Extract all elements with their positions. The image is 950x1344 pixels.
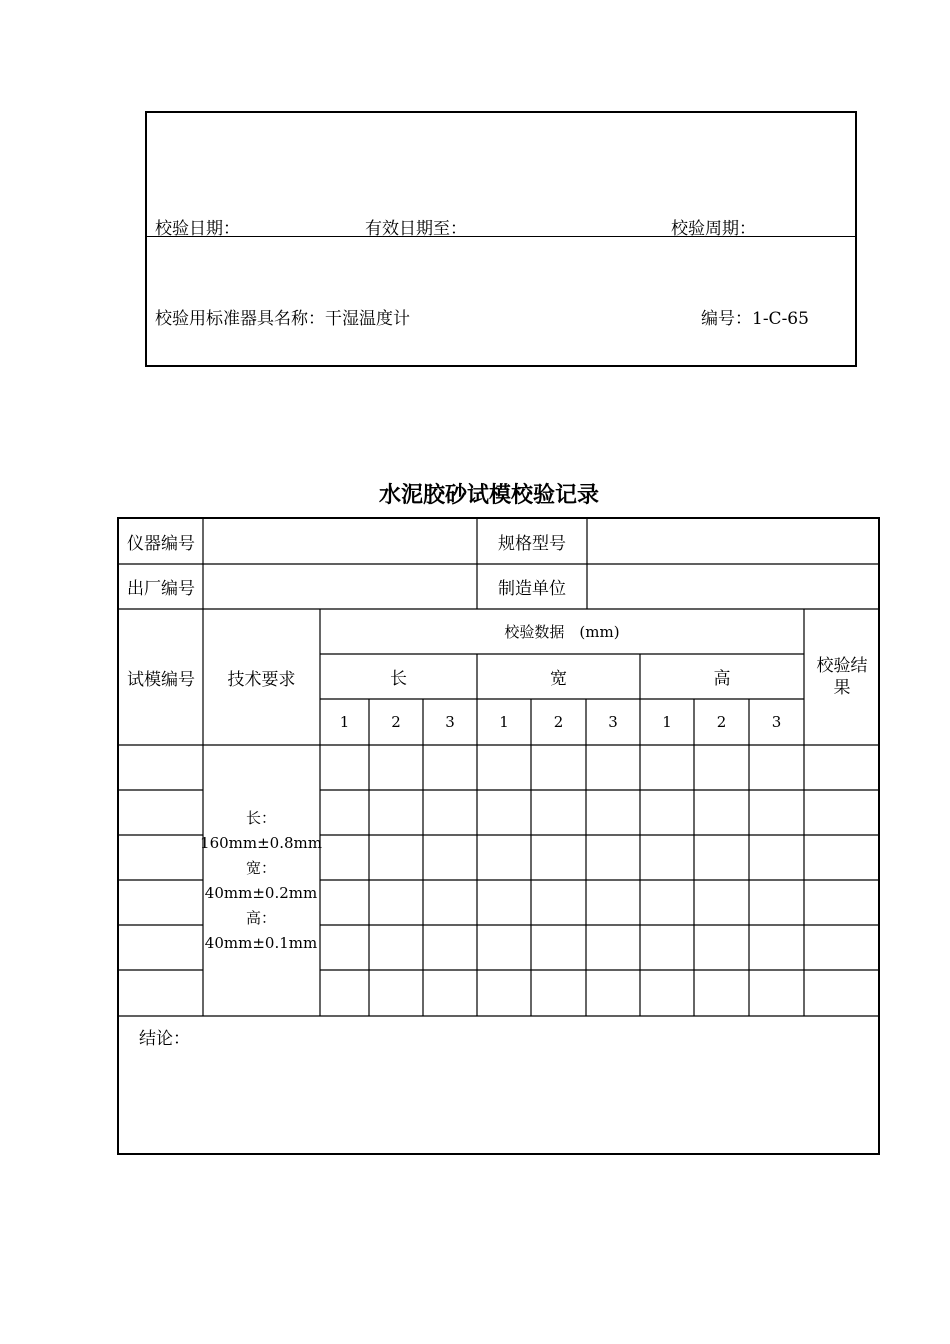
sub-column-header: 3 <box>771 713 782 731</box>
req-width-label: 宽： <box>245 859 276 877</box>
req-length-value: 160mm±0.8mm <box>200 834 322 852</box>
sub-column-header: 2 <box>553 713 564 731</box>
instrument-no-label: 仪器编号 <box>127 534 195 554</box>
standard-instrument-label: 校验用标准器具名称：干湿温度计 <box>155 309 410 329</box>
dimension-header: 长 <box>390 669 407 689</box>
result-header <box>804 609 880 745</box>
sub-column-header: 3 <box>608 713 618 731</box>
sub-column-header: 1 <box>662 713 672 731</box>
page-title: 水泥胶砂试模校验记录 <box>378 483 599 508</box>
sub-column-header: 1 <box>339 713 350 731</box>
technical-requirements <box>200 746 322 1016</box>
factory-no-label: 出厂编号 <box>127 579 195 599</box>
valid-until-label: 有效日期至： <box>365 219 467 239</box>
sub-column-header: 3 <box>445 713 455 731</box>
dimension-header: 高 <box>713 669 731 689</box>
sub-column-header: 2 <box>716 713 727 731</box>
req-length-label: 长： <box>245 809 276 827</box>
tech-req-header: 技术要求 <box>227 669 296 690</box>
sub-column-header: 2 <box>391 713 401 731</box>
result-header-line1: 校验结 <box>816 656 868 676</box>
manufacturer-input[interactable] <box>587 564 880 609</box>
req-height-value: 40mm±0.1mm <box>204 934 318 952</box>
req-height-label: 高： <box>245 909 276 927</box>
mold-no-header: 试模编号 <box>127 669 195 690</box>
req-width-value: 40mm±0.2mm <box>204 884 318 902</box>
conclusion-label: 结论： <box>139 1029 190 1049</box>
result-header-line2: 果 <box>833 678 851 698</box>
spec-model-input[interactable] <box>587 519 880 564</box>
instrument-no-input[interactable] <box>203 519 477 564</box>
calibration-record-table <box>117 517 880 1155</box>
manufacturer-label: 制造单位 <box>498 579 566 599</box>
spec-model-label: 规格型号 <box>498 534 566 554</box>
sub-column-header: 1 <box>499 713 509 731</box>
calibration-date-label: 校验日期： <box>155 219 240 239</box>
calibration-info-box <box>145 111 857 367</box>
instrument-number-label: 编号：1-C-65 <box>701 309 809 329</box>
factory-no-input[interactable] <box>203 564 477 609</box>
calib-data-header: 校验数据 (mm) <box>504 623 620 641</box>
calibration-cycle-label: 校验周期： <box>671 219 756 239</box>
dimension-header: 宽 <box>550 669 567 689</box>
